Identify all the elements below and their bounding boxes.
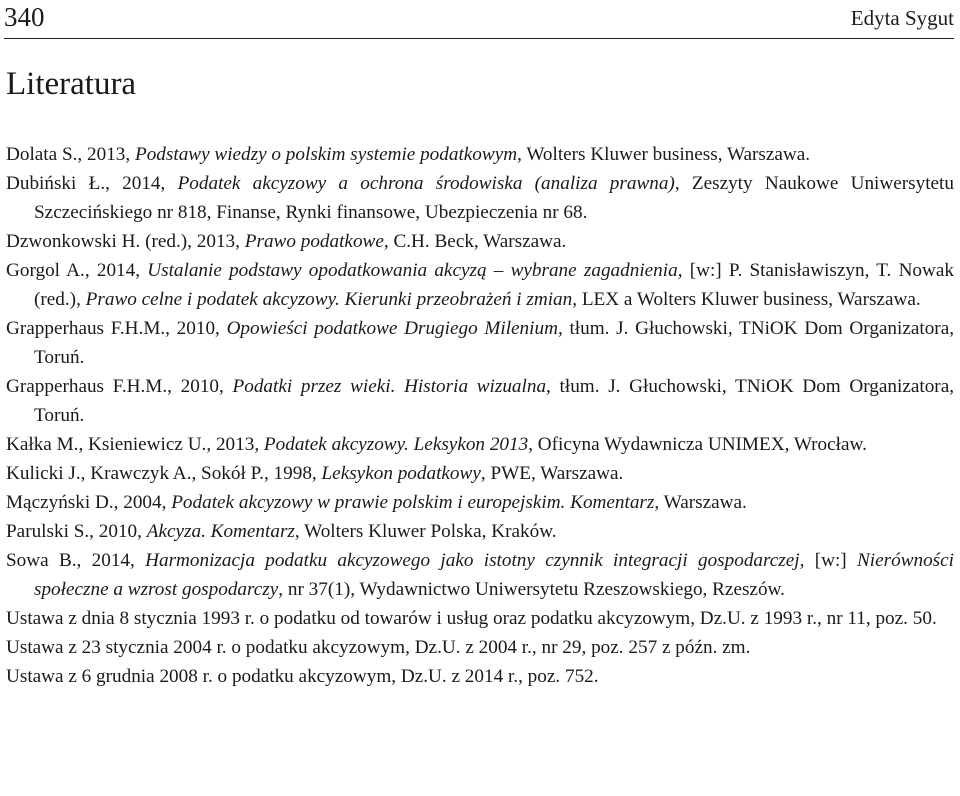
reference-entry (6, 517, 954, 546)
reference-text: Parulski S., 2010, (6, 521, 147, 542)
reference-text: Grapperhaus F.H.M., 2010, (6, 376, 233, 397)
reference-entry (6, 430, 954, 459)
reference-entry (6, 372, 954, 430)
reference-text: Sowa B., 2014, (6, 550, 146, 571)
reference-text: , LEX a Wolters Kluwer business, Warszawa. (572, 289, 921, 310)
reference-text: , C.H. Beck, Warszawa. (383, 231, 567, 252)
reference-text: Ustawa z dnia 8 stycznia 1993 r. o podatku od towarów i usług oraz podatku akcyzowym, Dz.U. z 1993 r., nr 11, poz. 50. (6, 608, 937, 629)
reference-title-italic: Podstawy wiedzy o polskim systemie podatkowym (134, 144, 518, 165)
reference-list (6, 140, 954, 691)
page-number: 340 (4, 2, 45, 32)
reference-entry (6, 169, 954, 227)
reference-text: Ustawa z 23 stycznia 2004 r. o podatku akcyzowym, Dz.U. z 2004 r., nr 29, poz. 257 z późn. zm. (6, 637, 751, 658)
running-author: Edyta Sygut (850, 6, 954, 30)
reference-text: Gorgol A., 2014, (6, 260, 148, 281)
running-header (4, 0, 954, 39)
reference-entry (6, 459, 954, 488)
reference-text: Dolata S., 2013, (6, 144, 135, 165)
reference-text: , Oficyna Wydawnicza UNIMEX, Wrocław. (528, 434, 867, 455)
reference-text: , Zeszyty Naukowe Uniwersytetu Szczecińskiego nr 818, Finanse, Rynki finansowe, Ubezpieczenia nr 68. (34, 173, 954, 223)
reference-title-italic: Podatek akcyzowy a ochrona środowiska (analiza prawna) (177, 173, 675, 194)
reference-text: Kałka M., Ksieniewicz U., 2013, (6, 434, 264, 455)
reference-title-italic: Nierówności społeczne a wzrost gospodarczy (34, 550, 954, 600)
reference-entry (6, 546, 954, 604)
reference-entry (6, 488, 954, 517)
section-title: Literatura (6, 66, 137, 102)
reference-entry (6, 256, 954, 314)
reference-entry (6, 140, 954, 169)
reference-text: , Wolters Kluwer Polska, Kraków. (294, 521, 557, 542)
reference-entry (6, 633, 954, 662)
reference-text: , tłum. J. Głuchowski, TNiOK Dom Organizatora, Toruń. (34, 318, 955, 368)
reference-text: , [w:] (799, 550, 857, 571)
reference-title-italic: Akcyza. Komentarz (146, 521, 295, 542)
reference-text: Dzwonkowski H. (red.), 2013, (6, 231, 245, 252)
reference-title-italic: Podatek akcyzowy w prawie polskim i europejskim. Komentarz (171, 492, 655, 513)
reference-text: , nr 37(1), Wydawnictwo Uniwersytetu Rzeszowskiego, Rzeszów. (278, 579, 785, 600)
reference-title-italic: Leksykon podatkowy (321, 463, 481, 484)
reference-title-italic: Harmonizacja podatku akcyzowego jako istotny czynnik integracji gospodarczej (145, 550, 800, 571)
reference-entry (6, 227, 954, 256)
reference-title-italic: Opowieści podatkowe Drugiego Milenium (226, 318, 558, 339)
reference-title-italic: Podatek akcyzowy. Leksykon 2013 (263, 434, 529, 455)
reference-title-italic: Ustalanie podstawy opodatkowania akcyzą – wybrane zagadnienia (147, 260, 678, 281)
reference-text: , Wolters Kluwer business, Warszawa. (517, 144, 811, 165)
reference-text: Ustawa z 6 grudnia 2008 r. o podatku akcyzowym, Dz.U. z 2014 r., poz. 752. (6, 666, 599, 687)
reference-text: , Warszawa. (654, 492, 747, 513)
reference-text: Dubiński Ł., 2014, (6, 173, 178, 194)
reference-text: , [w:] P. Stanisławiszyn, T. Nowak (red.), (34, 260, 954, 310)
reference-entry (6, 314, 954, 372)
reference-text: Mączyński D., 2004, (6, 492, 172, 513)
reference-text: , tłum. J. Głuchowski, TNiOK Dom Organizatora, Toruń. (34, 376, 955, 426)
reference-text: Kulicki J., Krawczyk A., Sokół P., 1998, (6, 463, 322, 484)
reference-entry (6, 604, 954, 633)
reference-title-italic: Prawo celne i podatek akcyzowy. Kierunki przeobrażeń i zmian (85, 289, 573, 310)
reference-title-italic: Prawo podatkowe (244, 231, 384, 252)
reference-title-italic: Podatki przez wieki. Historia wizualna (232, 376, 547, 397)
reference-text: Grapperhaus F.H.M., 2010, (6, 318, 227, 339)
reference-text: , PWE, Warszawa. (480, 463, 624, 484)
reference-entry (6, 662, 954, 691)
